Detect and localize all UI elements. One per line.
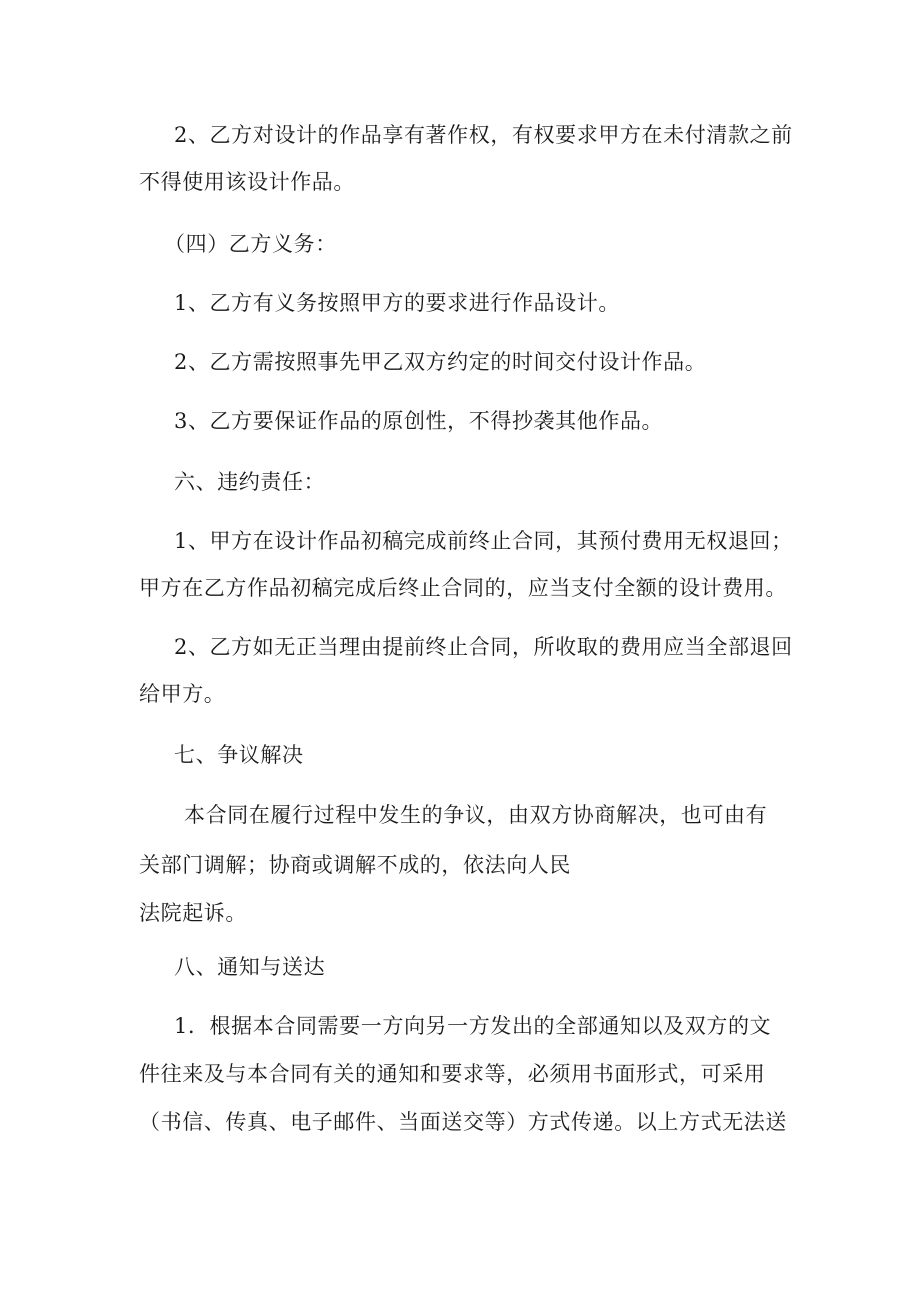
obligation-1: 1、乙方有义务按照甲方的要求进行作品设计。 xyxy=(174,291,620,315)
breach-clause-1-line-1: 1、甲方在设计作品初稿完成前终止合同，其预付费用无权退回； xyxy=(174,529,793,553)
obligation-3: 3、乙方要保证作品的原创性，不得抄袭其他作品。 xyxy=(174,409,664,433)
notice-clause-line-1: 1．根据本合同需要一方向另一方发出的全部通知以及双方的文 xyxy=(174,1014,772,1038)
dispute-clause-line-2: 关部门调解；协商或调解不成的，依法向人民 xyxy=(139,853,571,877)
section-heading-dispute-resolution: 七、争议解决 xyxy=(174,743,304,767)
section-heading-notice-delivery: 八、通知与送达 xyxy=(174,955,326,979)
notice-clause-line-2: 件往来及与本合同有关的通知和要求等，必须用书面形式，可采用 xyxy=(139,1062,766,1086)
dispute-clause-line-1: 本合同在履行过程中发生的争议，由双方协商解决，也可由有 xyxy=(184,803,768,827)
section-heading-party-b-obligations: （四）乙方义务： xyxy=(164,232,337,256)
breach-clause-1-line-2: 甲方在乙方作品初稿完成后终止合同的，应当支付全额的设计费用。 xyxy=(139,576,787,600)
clause-2-copyright-line-2: 不得使用该设计作品。 xyxy=(139,170,355,194)
section-heading-breach-liability: 六、违约责任： xyxy=(174,470,326,494)
breach-clause-2-line-1: 2、乙方如无正当理由提前终止合同，所收取的费用应当全部退回 xyxy=(174,635,793,659)
obligation-2: 2、乙方需按照事先甲乙双方约定的时间交付设计作品。 xyxy=(174,350,707,374)
clause-2-copyright-line-1: 2、乙方对设计的作品享有著作权，有权要求甲方在未付清款之前 xyxy=(174,123,793,147)
breach-clause-2-line-2: 给甲方。 xyxy=(139,682,226,706)
notice-clause-line-3: （书信、传真、电子邮件、当面送交等）方式传递。以上方式无法送 xyxy=(139,1110,787,1134)
dispute-clause-line-3: 法院起诉。 xyxy=(139,901,247,925)
